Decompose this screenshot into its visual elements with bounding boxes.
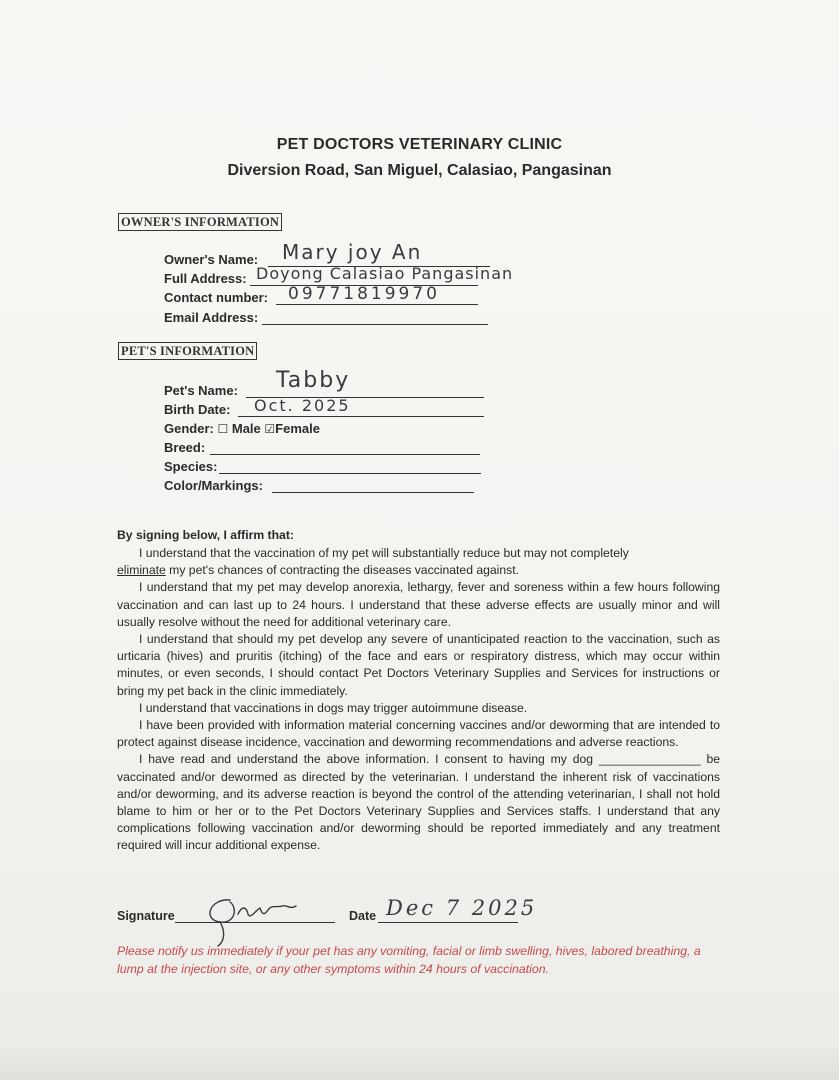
birth-date-label: Birth Date: <box>164 402 231 417</box>
male-option-label: Male <box>231 421 261 436</box>
gender-label: Gender: <box>164 421 214 436</box>
birth-date-value[interactable]: Oct. 2025 <box>254 396 351 415</box>
breed-label: Breed: <box>164 440 206 455</box>
owner-section-heading: OWNER'S INFORMATION <box>118 213 282 231</box>
full-address-label: Full Address: <box>164 271 247 286</box>
clinic-address: Diversion Road, San Miguel, Calasiao, Pangasinan <box>227 162 612 179</box>
email-label: Email Address: <box>164 310 259 325</box>
affirm-paragraph: I understand that the vaccination of my pet will substantially reduce but may not completely eliminate my pet's chances of contracting the diseases vaccinated against. <box>117 546 629 578</box>
affirm-heading: By signing below, I affirm that: <box>117 528 294 542</box>
male-checkbox[interactable]: ☐ <box>217 422 229 436</box>
affirm-paragraph: I have read and understand the above information. I consent to having my dog _______________ be vaccinated and/or dewormed as directed by the veterinarian. I understand the inherent risk of vaccinations and/or deworming, and its adverse reaction is beyond the control of the attending veterinarian, I shall not hold blame to him or her or to the Pet Doctors Veterinary Supplies and Services staffs. I understand that any complications following vaccination and/or deworming should be reported immediately and any treatment required will incur additional expense. <box>117 752 721 853</box>
pet-name-value[interactable]: Tabby <box>276 368 351 393</box>
birth-date-line[interactable] <box>238 416 484 417</box>
paper-shadow <box>0 1040 839 1080</box>
affirmation-text <box>117 545 720 855</box>
affirm-paragraph: I have been provided with information material concerning vaccines and/or deworming that are intended to protect against disease incidence, vaccination and deworming recommendations and adverse reactions. <box>117 718 720 750</box>
affirm-paragraph: I understand that vaccinations in dogs may trigger autoimmune disease. <box>139 700 528 715</box>
breed-line[interactable] <box>210 454 480 455</box>
full-address-value[interactable]: Doyong Calasiao Pangasinan <box>256 264 514 283</box>
date-line[interactable] <box>378 922 518 923</box>
owner-name-label: Owner's Name: <box>164 252 259 267</box>
dog-name-blank[interactable]: _______________ <box>598 752 701 767</box>
clinic-name: PET DOCTORS VETERINARY CLINIC <box>276 136 563 153</box>
color-markings-label: Color/Markings: <box>164 478 263 493</box>
date-label: Date <box>349 909 377 923</box>
owner-name-value[interactable]: Mary joy An <box>282 240 423 264</box>
contact-number-line[interactable] <box>276 304 478 305</box>
signature-mark[interactable] <box>190 880 300 950</box>
species-line[interactable] <box>219 473 481 474</box>
eliminate-word: eliminate <box>117 563 166 578</box>
email-line[interactable] <box>262 324 488 325</box>
female-option-label: Female <box>275 421 320 436</box>
pet-section-heading: PET'S INFORMATION <box>118 342 257 360</box>
contact-number-value[interactable]: 09771819970 <box>288 284 440 304</box>
affirm-paragraph: I understand that should my pet develop any severe of unanticipated reaction to the vaccination, such as urticaria (hives) and pruritis (itching) of the face and ears or respiratory distress, which may occur within minutes, or even seconds, I should contact Pet Doctors Veterinary Supplies and Services for instructions or bring my pet back in the clinic immediately. <box>117 632 720 698</box>
post-vaccination-notice: Please notify us immediately if your pet has any vomiting, facial or limb swelling, hives, labored breathing, a lump at the injection site, or any other symptoms within 24 hours of vaccination. <box>117 944 701 976</box>
affirm-paragraph: I understand that my pet may develop anorexia, lethargy, fever and soreness within a few hours following vaccination and can last up to 24 hours. I understand that these adverse effects are usually minor and will usually resolve without the need for additional veterinary care. <box>117 580 720 629</box>
color-markings-line[interactable] <box>272 492 474 493</box>
contact-number-label: Contact number: <box>164 290 268 305</box>
species-label: Species: <box>164 459 218 474</box>
gender-row <box>164 421 320 436</box>
female-checkbox[interactable]: ☑ <box>264 422 276 436</box>
date-value[interactable]: Dec 7 2025 <box>386 896 538 920</box>
pet-name-label: Pet's Name: <box>164 383 238 398</box>
signature-label: Signature <box>117 909 175 923</box>
